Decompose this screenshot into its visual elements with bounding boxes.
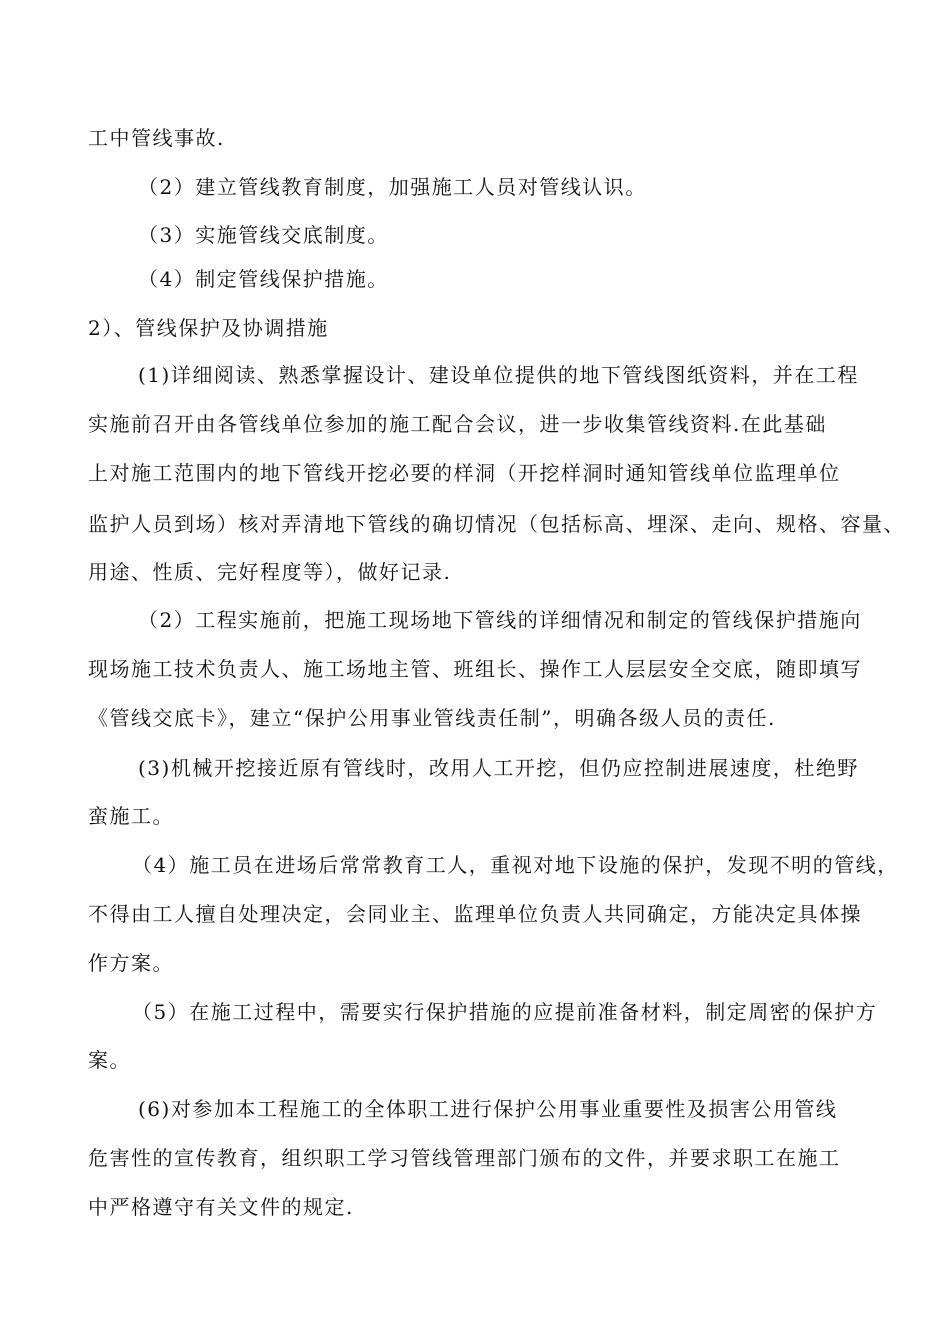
text-line: 用途、性质、完好程度等），做好记录.	[88, 560, 452, 584]
text-line: 危害性的宣传教育，组织职工学习管线管理部门颁布的文件，并要求职工在施工	[88, 1146, 841, 1170]
text-line: 中严格遵守有关文件的规定.	[88, 1195, 354, 1219]
section-heading: 2）、管线保护及协调措施	[88, 316, 329, 340]
text-line: 工中管线事故.	[88, 126, 225, 150]
text-line: 监护人员到场）核对弄清地下管线的确切情况（包括标高、埋深、走向、规格、容量、	[88, 512, 905, 536]
text-line: (3)机械开挖接近原有管线时，改用人工开挖，但仍应控制进展速度，杜绝野	[138, 756, 859, 780]
text-line: 现场施工技术负责人、施工场地主管、班组长、操作工人层层安全交底，随即填写	[88, 657, 862, 681]
text-line: 《管线交底卡》，建立“保护公用事业管线责任制”，明确各级人员的责任.	[88, 706, 776, 730]
text-line: (1)详细阅读、熟悉掌握设计、建设单位提供的地下管线图纸资料，并在工程	[138, 363, 859, 387]
text-line: （4）施工员在进场后常常教育工人，重视对地下设施的保护，发现不明的管线，	[132, 853, 899, 877]
text-line: 不得由工人擅自处理决定，会同业主、监理单位负责人共同确定，方能决定具体操	[88, 902, 862, 926]
text-line: （3）实施管线交底制度。	[138, 223, 389, 247]
text-line: 蛮施工。	[88, 804, 174, 828]
text-line: 作方案。	[88, 951, 174, 975]
text-line: 实施前召开由各管线单位参加的施工配合会议，进一步收集管线资料.在此基础	[88, 412, 827, 436]
text-line: （5）在施工过程中，需要实行保护措施的应提前准备材料，制定周密的保护方	[132, 1000, 878, 1024]
text-line: （2）工程实施前，把施工现场地下管线的详细情况和制定的管线保护措施向	[138, 608, 862, 632]
text-line: （4）制定管线保护措施。	[138, 267, 389, 291]
text-line: 上对施工范围内的地下管线开挖必要的样洞（开挖样洞时通知管线单位监理单位	[88, 461, 841, 485]
text-line: （2）建立管线教育制度，加强施工人员对管线认识。	[138, 175, 647, 199]
text-line: (6)对参加本工程施工的全体职工进行保护公用事业重要性及损害公用管线	[138, 1097, 838, 1121]
text-line: 案。	[88, 1048, 131, 1072]
